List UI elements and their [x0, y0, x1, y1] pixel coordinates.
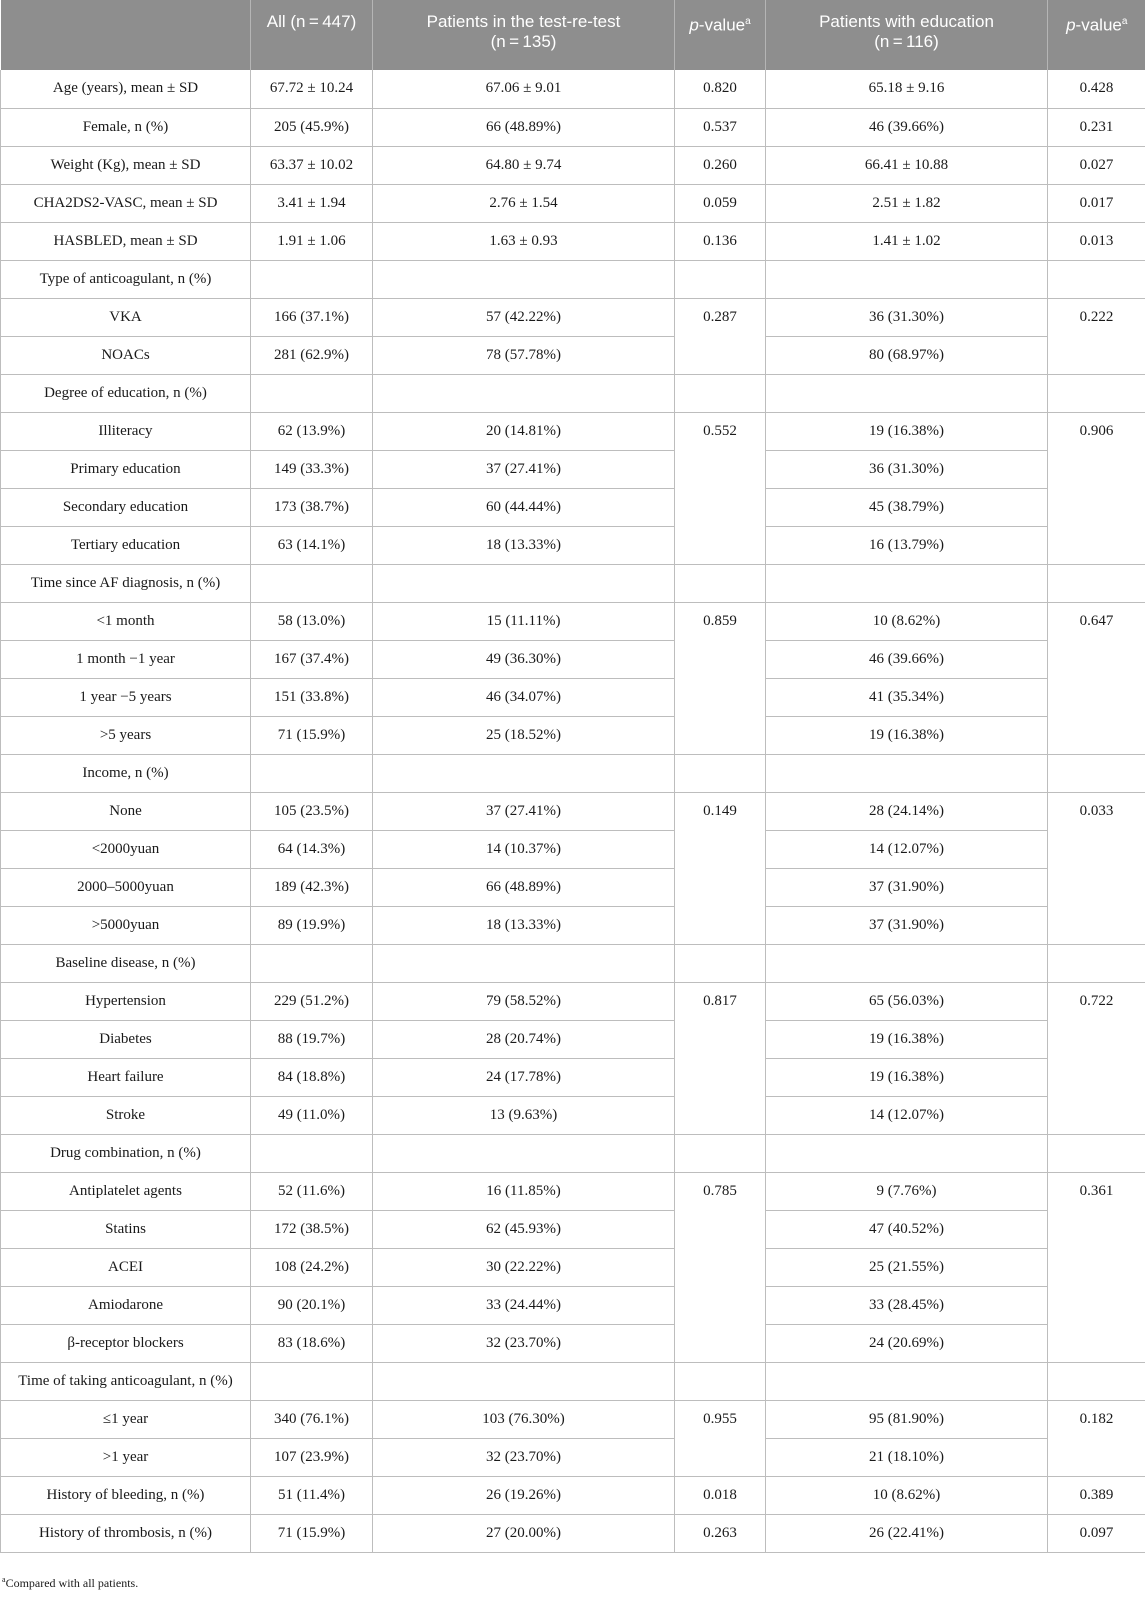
cell-education: 65 (56.03%): [766, 982, 1048, 1020]
cell-pvalue-1: 0.955: [675, 1400, 766, 1476]
cell-pvalue-2: 0.389: [1048, 1476, 1145, 1514]
empty-cell: [251, 374, 373, 412]
cell-education: 9 (7.76%): [766, 1172, 1048, 1210]
table-row: [1, 1514, 1145, 1552]
cell-pvalue-1: 0.820: [675, 70, 766, 108]
cell-test-retest: 1.63 ± 0.93: [373, 222, 675, 260]
cell-all: 229 (51.2%): [251, 982, 373, 1020]
cell-education: 28 (24.14%): [766, 792, 1048, 830]
row-label: Female, n (%): [1, 108, 251, 146]
row-label: Antiplatelet agents: [1, 1172, 251, 1210]
group-title: Time of taking anticoagulant, n (%): [1, 1362, 251, 1400]
group-title: Time since AF diagnosis, n (%): [1, 564, 251, 602]
row-label: ≤1 year: [1, 1400, 251, 1438]
group-item-row: [1, 1210, 1145, 1248]
cell-education: 1.41 ± 1.02: [766, 222, 1048, 260]
cell-test-retest: 78 (57.78%): [373, 336, 675, 374]
cell-test-retest: 32 (23.70%): [373, 1324, 675, 1362]
empty-cell: [766, 754, 1048, 792]
group-item-row: [1, 602, 1145, 640]
cell-test-retest: 60 (44.44%): [373, 488, 675, 526]
cell-test-retest: 30 (22.22%): [373, 1248, 675, 1286]
cell-pvalue-2: 0.231: [1048, 108, 1145, 146]
cell-pvalue-1: 0.149: [675, 792, 766, 944]
group-item-row: [1, 830, 1145, 868]
cell-pvalue-1: 0.817: [675, 982, 766, 1134]
cell-test-retest: 27 (20.00%): [373, 1514, 675, 1552]
cell-pvalue-2: 0.647: [1048, 602, 1145, 754]
empty-cell: [1048, 1134, 1145, 1172]
header-pvalue-2: [1048, 0, 1145, 70]
cell-education: 26 (22.41%): [766, 1514, 1048, 1552]
row-label: ACEI: [1, 1248, 251, 1286]
header-label-col: [1, 0, 251, 70]
cell-pvalue-1: 0.552: [675, 412, 766, 564]
cell-all: 88 (19.7%): [251, 1020, 373, 1058]
cell-test-retest: 16 (11.85%): [373, 1172, 675, 1210]
empty-cell: [766, 564, 1048, 602]
empty-cell: [766, 374, 1048, 412]
row-label: <1 month: [1, 602, 251, 640]
cell-education: 19 (16.38%): [766, 1058, 1048, 1096]
cell-test-retest: 37 (27.41%): [373, 450, 675, 488]
empty-cell: [1048, 1362, 1145, 1400]
cell-education: 14 (12.07%): [766, 830, 1048, 868]
cell-education: 24 (20.69%): [766, 1324, 1048, 1362]
group-header-row: [1, 754, 1145, 792]
cell-test-retest: 37 (27.41%): [373, 792, 675, 830]
group-item-row: [1, 1324, 1145, 1362]
cell-test-retest: 79 (58.52%): [373, 982, 675, 1020]
row-label: Primary education: [1, 450, 251, 488]
cell-pvalue-1: 0.859: [675, 602, 766, 754]
empty-cell: [766, 260, 1048, 298]
cell-all: 63.37 ± 10.02: [251, 146, 373, 184]
group-item-row: [1, 1096, 1145, 1134]
cell-education: 16 (13.79%): [766, 526, 1048, 564]
empty-cell: [675, 260, 766, 298]
cell-pvalue-1: 0.136: [675, 222, 766, 260]
cell-pvalue-1: 0.018: [675, 1476, 766, 1514]
table-body: [1, 70, 1145, 1552]
cell-all: 64 (14.3%): [251, 830, 373, 868]
cell-all: 105 (23.5%): [251, 792, 373, 830]
cell-test-retest: 18 (13.33%): [373, 526, 675, 564]
footnote-text: Compared with all patients.: [5, 1576, 139, 1590]
header-p2-rest: -value: [1075, 15, 1122, 35]
group-item-row: [1, 488, 1145, 526]
group-item-row: [1, 906, 1145, 944]
row-label: 2000–5000yuan: [1, 868, 251, 906]
row-label: Age (years), mean ± SD: [1, 70, 251, 108]
row-label: <2000yuan: [1, 830, 251, 868]
cell-all: 71 (15.9%): [251, 1514, 373, 1552]
group-title: Degree of education, n (%): [1, 374, 251, 412]
row-label: Tertiary education: [1, 526, 251, 564]
group-item-row: [1, 298, 1145, 336]
empty-cell: [1048, 374, 1145, 412]
cell-education: 65.18 ± 9.16: [766, 70, 1048, 108]
cell-test-retest: 67.06 ± 9.01: [373, 70, 675, 108]
cell-all: 51 (11.4%): [251, 1476, 373, 1514]
cell-test-retest: 57 (42.22%): [373, 298, 675, 336]
cell-all: 108 (24.2%): [251, 1248, 373, 1286]
cell-education: 80 (68.97%): [766, 336, 1048, 374]
cell-all: 71 (15.9%): [251, 716, 373, 754]
cell-test-retest: 32 (23.70%): [373, 1438, 675, 1476]
header-row: [1, 0, 1145, 70]
header-p1-sup: a: [745, 16, 751, 27]
empty-cell: [373, 260, 675, 298]
cell-education: 45 (38.79%): [766, 488, 1048, 526]
empty-cell: [373, 1362, 675, 1400]
group-title: Drug combination, n (%): [1, 1134, 251, 1172]
cell-education: 19 (16.38%): [766, 412, 1048, 450]
cell-education: 36 (31.30%): [766, 450, 1048, 488]
cell-education: 37 (31.90%): [766, 868, 1048, 906]
header-p1-rest: -value: [698, 15, 746, 35]
empty-cell: [1048, 564, 1145, 602]
header-p2-sup: a: [1121, 16, 1128, 27]
group-item-row: [1, 640, 1145, 678]
table-row: [1, 1476, 1145, 1514]
group-item-row: [1, 716, 1145, 754]
empty-cell: [766, 1362, 1048, 1400]
row-label: >5000yuan: [1, 906, 251, 944]
group-item-row: [1, 336, 1145, 374]
cell-pvalue-1: 0.537: [675, 108, 766, 146]
cell-test-retest: 28 (20.74%): [373, 1020, 675, 1058]
row-label: NOACs: [1, 336, 251, 374]
group-item-row: [1, 1248, 1145, 1286]
cell-pvalue-1: 0.263: [675, 1514, 766, 1552]
cell-all: 83 (18.6%): [251, 1324, 373, 1362]
row-label: CHA2DS2-VASC, mean ± SD: [1, 184, 251, 222]
cell-pvalue-2: 0.097: [1048, 1514, 1145, 1552]
group-item-row: [1, 1286, 1145, 1324]
empty-cell: [251, 754, 373, 792]
cell-all: 63 (14.1%): [251, 526, 373, 564]
empty-cell: [251, 944, 373, 982]
empty-cell: [251, 564, 373, 602]
cell-pvalue-2: 0.906: [1048, 412, 1145, 564]
group-item-row: [1, 868, 1145, 906]
cell-education: 36 (31.30%): [766, 298, 1048, 336]
group-item-row: [1, 678, 1145, 716]
cell-test-retest: 2.76 ± 1.54: [373, 184, 675, 222]
cell-pvalue-1: 0.059: [675, 184, 766, 222]
group-item-row: [1, 412, 1145, 450]
cell-all: 84 (18.8%): [251, 1058, 373, 1096]
cell-education: 33 (28.45%): [766, 1286, 1048, 1324]
group-item-row: [1, 1400, 1145, 1438]
row-label: VKA: [1, 298, 251, 336]
empty-cell: [373, 564, 675, 602]
cell-education: 47 (40.52%): [766, 1210, 1048, 1248]
cell-test-retest: 66 (48.89%): [373, 108, 675, 146]
cell-test-retest: 15 (11.11%): [373, 602, 675, 640]
row-label: Amiodarone: [1, 1286, 251, 1324]
row-label: Secondary education: [1, 488, 251, 526]
cell-test-retest: 33 (24.44%): [373, 1286, 675, 1324]
cell-all: 67.72 ± 10.24: [251, 70, 373, 108]
table-row: [1, 146, 1145, 184]
cell-all: 173 (38.7%): [251, 488, 373, 526]
cell-all: 49 (11.0%): [251, 1096, 373, 1134]
row-label: HASBLED, mean ± SD: [1, 222, 251, 260]
row-label: Diabetes: [1, 1020, 251, 1058]
cell-pvalue-1: 0.785: [675, 1172, 766, 1362]
empty-cell: [251, 1134, 373, 1172]
footnote: [2, 1575, 138, 1591]
header-p2-italic: p: [1066, 15, 1076, 35]
cell-pvalue-1: 0.260: [675, 146, 766, 184]
cell-education: 21 (18.10%): [766, 1438, 1048, 1476]
empty-cell: [675, 754, 766, 792]
empty-cell: [766, 944, 1048, 982]
cell-test-retest: 25 (18.52%): [373, 716, 675, 754]
cell-pvalue-2: 0.428: [1048, 70, 1145, 108]
cell-test-retest: 20 (14.81%): [373, 412, 675, 450]
footnote-marker: a: [2, 1575, 6, 1584]
empty-cell: [1048, 944, 1145, 982]
group-item-row: [1, 1020, 1145, 1058]
empty-cell: [675, 564, 766, 602]
empty-cell: [373, 754, 675, 792]
group-title: Baseline disease, n (%): [1, 944, 251, 982]
row-label: 1 month −1 year: [1, 640, 251, 678]
cell-test-retest: 66 (48.89%): [373, 868, 675, 906]
header-education-line1: Patients with education: [819, 12, 994, 31]
row-label: Hypertension: [1, 982, 251, 1020]
cell-all: 189 (42.3%): [251, 868, 373, 906]
empty-cell: [1048, 754, 1145, 792]
cell-all: 1.91 ± 1.06: [251, 222, 373, 260]
cell-all: 167 (37.4%): [251, 640, 373, 678]
header-education: [766, 0, 1048, 70]
empty-cell: [373, 1134, 675, 1172]
cell-test-retest: 18 (13.33%): [373, 906, 675, 944]
row-label: Statins: [1, 1210, 251, 1248]
cell-education: 41 (35.34%): [766, 678, 1048, 716]
row-label: >5 years: [1, 716, 251, 754]
cell-pvalue-1: 0.287: [675, 298, 766, 374]
cell-pvalue-2: 0.033: [1048, 792, 1145, 944]
header-test-retest: [373, 0, 675, 70]
empty-cell: [675, 944, 766, 982]
cell-pvalue-2: 0.013: [1048, 222, 1145, 260]
cell-education: 95 (81.90%): [766, 1400, 1048, 1438]
empty-cell: [1048, 260, 1145, 298]
cell-all: 281 (62.9%): [251, 336, 373, 374]
cell-education: 25 (21.55%): [766, 1248, 1048, 1286]
group-item-row: [1, 526, 1145, 564]
cell-education: 10 (8.62%): [766, 1476, 1048, 1514]
group-header-row: [1, 564, 1145, 602]
cell-education: 19 (16.38%): [766, 1020, 1048, 1058]
empty-cell: [675, 374, 766, 412]
cell-all: 58 (13.0%): [251, 602, 373, 640]
group-title: Type of anticoagulant, n (%): [1, 260, 251, 298]
group-item-row: [1, 1172, 1145, 1210]
row-label: None: [1, 792, 251, 830]
header-pvalue-1: [675, 0, 766, 70]
group-header-row: [1, 1362, 1145, 1400]
empty-cell: [251, 260, 373, 298]
table-row: [1, 222, 1145, 260]
row-label: Heart failure: [1, 1058, 251, 1096]
cell-test-retest: 13 (9.63%): [373, 1096, 675, 1134]
cell-all: 3.41 ± 1.94: [251, 184, 373, 222]
cell-all: 107 (23.9%): [251, 1438, 373, 1476]
cell-all: 340 (76.1%): [251, 1400, 373, 1438]
cell-education: 46 (39.66%): [766, 640, 1048, 678]
row-label: β-receptor blockers: [1, 1324, 251, 1362]
cell-education: 14 (12.07%): [766, 1096, 1048, 1134]
group-header-row: [1, 374, 1145, 412]
row-label: Weight (Kg), mean ± SD: [1, 146, 251, 184]
cell-all: 62 (13.9%): [251, 412, 373, 450]
empty-cell: [251, 1362, 373, 1400]
group-item-row: [1, 450, 1145, 488]
cell-education: 10 (8.62%): [766, 602, 1048, 640]
cell-all: 166 (37.1%): [251, 298, 373, 336]
group-header-row: [1, 260, 1145, 298]
cell-test-retest: 103 (76.30%): [373, 1400, 675, 1438]
empty-cell: [675, 1362, 766, 1400]
empty-cell: [373, 374, 675, 412]
row-label: >1 year: [1, 1438, 251, 1476]
group-item-row: [1, 982, 1145, 1020]
row-label: History of thrombosis, n (%): [1, 1514, 251, 1552]
cell-education: 2.51 ± 1.82: [766, 184, 1048, 222]
header-p1-italic: p: [689, 15, 699, 35]
cell-education: 46 (39.66%): [766, 108, 1048, 146]
cell-pvalue-2: 0.017: [1048, 184, 1145, 222]
group-item-row: [1, 1058, 1145, 1096]
group-title: Income, n (%): [1, 754, 251, 792]
row-label: Stroke: [1, 1096, 251, 1134]
cell-test-retest: 46 (34.07%): [373, 678, 675, 716]
row-label: History of bleeding, n (%): [1, 1476, 251, 1514]
cell-test-retest: 62 (45.93%): [373, 1210, 675, 1248]
group-header-row: [1, 1134, 1145, 1172]
group-item-row: [1, 1438, 1145, 1476]
header-test-retest-line1: Patients in the test-re-test: [426, 12, 621, 31]
cell-education: 66.41 ± 10.88: [766, 146, 1048, 184]
cell-pvalue-2: 0.027: [1048, 146, 1145, 184]
cell-test-retest: 49 (36.30%): [373, 640, 675, 678]
cell-test-retest: 24 (17.78%): [373, 1058, 675, 1096]
cell-pvalue-2: 0.222: [1048, 298, 1145, 374]
empty-cell: [373, 944, 675, 982]
cell-pvalue-2: 0.182: [1048, 1400, 1145, 1476]
header-test-retest-line2: (n = 135): [490, 32, 557, 51]
empty-cell: [675, 1134, 766, 1172]
header-education-line2: (n = 116): [874, 32, 939, 51]
cell-education: 37 (31.90%): [766, 906, 1048, 944]
cell-test-retest: 26 (19.26%): [373, 1476, 675, 1514]
cell-all: 52 (11.6%): [251, 1172, 373, 1210]
cell-test-retest: 14 (10.37%): [373, 830, 675, 868]
cell-pvalue-2: 0.361: [1048, 1172, 1145, 1362]
row-label: Illiteracy: [1, 412, 251, 450]
cell-test-retest: 64.80 ± 9.74: [373, 146, 675, 184]
table-row: [1, 108, 1145, 146]
cell-all: 172 (38.5%): [251, 1210, 373, 1248]
header-all: All (n = 447): [251, 0, 373, 70]
row-label: 1 year −5 years: [1, 678, 251, 716]
cell-all: 90 (20.1%): [251, 1286, 373, 1324]
group-header-row: [1, 944, 1145, 982]
cell-all: 89 (19.9%): [251, 906, 373, 944]
cell-all: 149 (33.3%): [251, 450, 373, 488]
table-row: [1, 70, 1145, 108]
cell-all: 151 (33.8%): [251, 678, 373, 716]
cell-pvalue-2: 0.722: [1048, 982, 1145, 1134]
empty-cell: [766, 1134, 1048, 1172]
group-item-row: [1, 792, 1145, 830]
table-row: [1, 184, 1145, 222]
cell-all: 205 (45.9%): [251, 108, 373, 146]
cell-education: 19 (16.38%): [766, 716, 1048, 754]
